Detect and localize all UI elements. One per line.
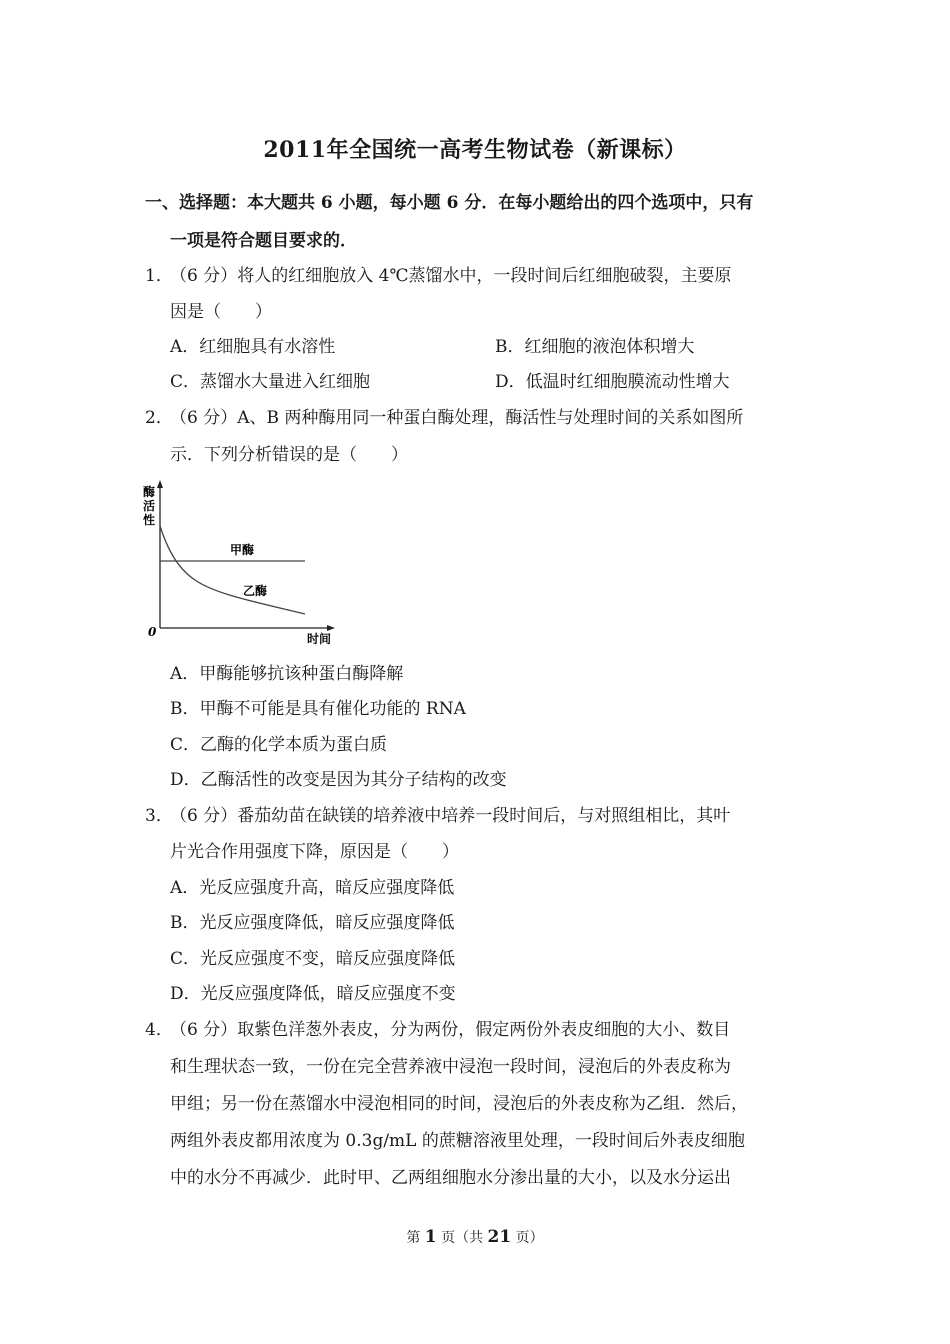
question-4-stem-line5: 中的水分不再减少．此时甲、乙两组细胞水分渗出量的大小，以及水分运出	[170, 1168, 731, 1188]
section-heading-line2: 一项是符合题目要求的．	[170, 231, 357, 251]
x-axis-label: 时间	[307, 632, 332, 646]
question-2-number: 2．	[145, 408, 173, 428]
yi-enzyme-label: 乙酶	[243, 584, 268, 598]
question-1-stem-line2: 因是（ ）	[170, 302, 272, 322]
x-axis-arrow-icon	[327, 625, 335, 631]
question-4-stem-line2: 和生理状态一致，一份在完全营养液中浸泡一段时间，浸泡后的外表皮称为	[170, 1057, 731, 1077]
question-2-option-b: B．甲酶不可能是具有催化功能的 RNA	[170, 699, 466, 719]
origin-label: 0	[148, 625, 157, 639]
question-4-number: 4．	[145, 1020, 173, 1040]
question-4-stem-line4: 两组外表皮都用浓度为 0.3g/mL 的蔗糖溶液里处理，一段时间后外表皮细胞	[170, 1131, 745, 1151]
question-2-stem-line2: 示．下列分析错误的是（ ）	[170, 445, 408, 465]
yi-enzyme-curve	[160, 526, 305, 614]
question-1-option-a: A．红细胞具有水溶性	[170, 337, 336, 357]
question-4-stem-line1: （6 分）取紫色洋葱外表皮，分为两份，假定两份外表皮细胞的大小、数目	[170, 1020, 731, 1040]
question-4-stem-line3: 甲组；另一份在蒸馏水中浸泡相同的时间，浸泡后的外表皮称为乙组．然后，	[170, 1094, 748, 1114]
section-heading-line1: 一、选择题：本大题共 6 小题，每小题 6 分．在每小题给出的四个选项中，只有	[145, 193, 754, 213]
footer-prefix: 第	[406, 1230, 425, 1246]
question-2-option-a: A．甲酶能够抗该种蛋白酶降解	[170, 664, 404, 684]
footer-suffix: 页）	[511, 1230, 544, 1246]
y-axis-label-char-1: 酶	[143, 485, 156, 499]
question-1-stem-line1: （6 分）将人的红细胞放入 4℃蒸馏水中，一段时间后红细胞破裂，主要原	[170, 266, 732, 286]
footer-middle: 页（共	[436, 1230, 488, 1246]
question-3-option-a: A．光反应强度升高，暗反应强度降低	[170, 878, 455, 898]
question-3-option-c: C．光反应强度不变，暗反应强度降低	[170, 949, 456, 969]
question-1-option-c: C．蒸馏水大量进入红细胞	[170, 372, 371, 392]
footer-total-pages: 21	[487, 1227, 512, 1247]
question-3-number: 3．	[145, 806, 173, 826]
question-2-stem-line1: （6 分）A、B 两种酶用同一种蛋白酶处理，酶活性与处理时间的关系如图所	[170, 408, 744, 428]
page-title: 2011年全国统一高考生物试卷（新课标）	[263, 137, 687, 163]
page-footer	[0, 1227, 950, 1247]
question-3-option-b: B．光反应强度降低，暗反应强度降低	[170, 913, 455, 933]
jia-enzyme-label: 甲酶	[230, 543, 255, 557]
question-2-option-d: D．乙酶活性的改变是因为其分子结构的改变	[170, 770, 507, 790]
enzyme-activity-figure	[135, 478, 350, 650]
question-1-option-b: B．红细胞的液泡体积增大	[495, 337, 695, 357]
y-axis-label-char-2: 活	[143, 499, 156, 513]
question-3-option-d: D．光反应强度降低，暗反应强度不变	[170, 984, 456, 1004]
y-axis-arrow-icon	[157, 480, 163, 488]
y-axis-label-char-3: 性	[143, 513, 156, 527]
footer-page-number: 1	[424, 1227, 437, 1247]
question-1-number: 1．	[145, 266, 173, 286]
question-2-option-c: C．乙酶的化学本质为蛋白质	[170, 735, 388, 755]
question-1-option-d: D．低温时红细胞膜流动性增大	[495, 372, 730, 392]
question-3-stem-line2: 片光合作用强度下降，原因是（ ）	[170, 842, 459, 862]
question-3-stem-line1: （6 分）番茄幼苗在缺镁的培养液中培养一段时间后，与对照组相比，其叶	[170, 806, 731, 826]
